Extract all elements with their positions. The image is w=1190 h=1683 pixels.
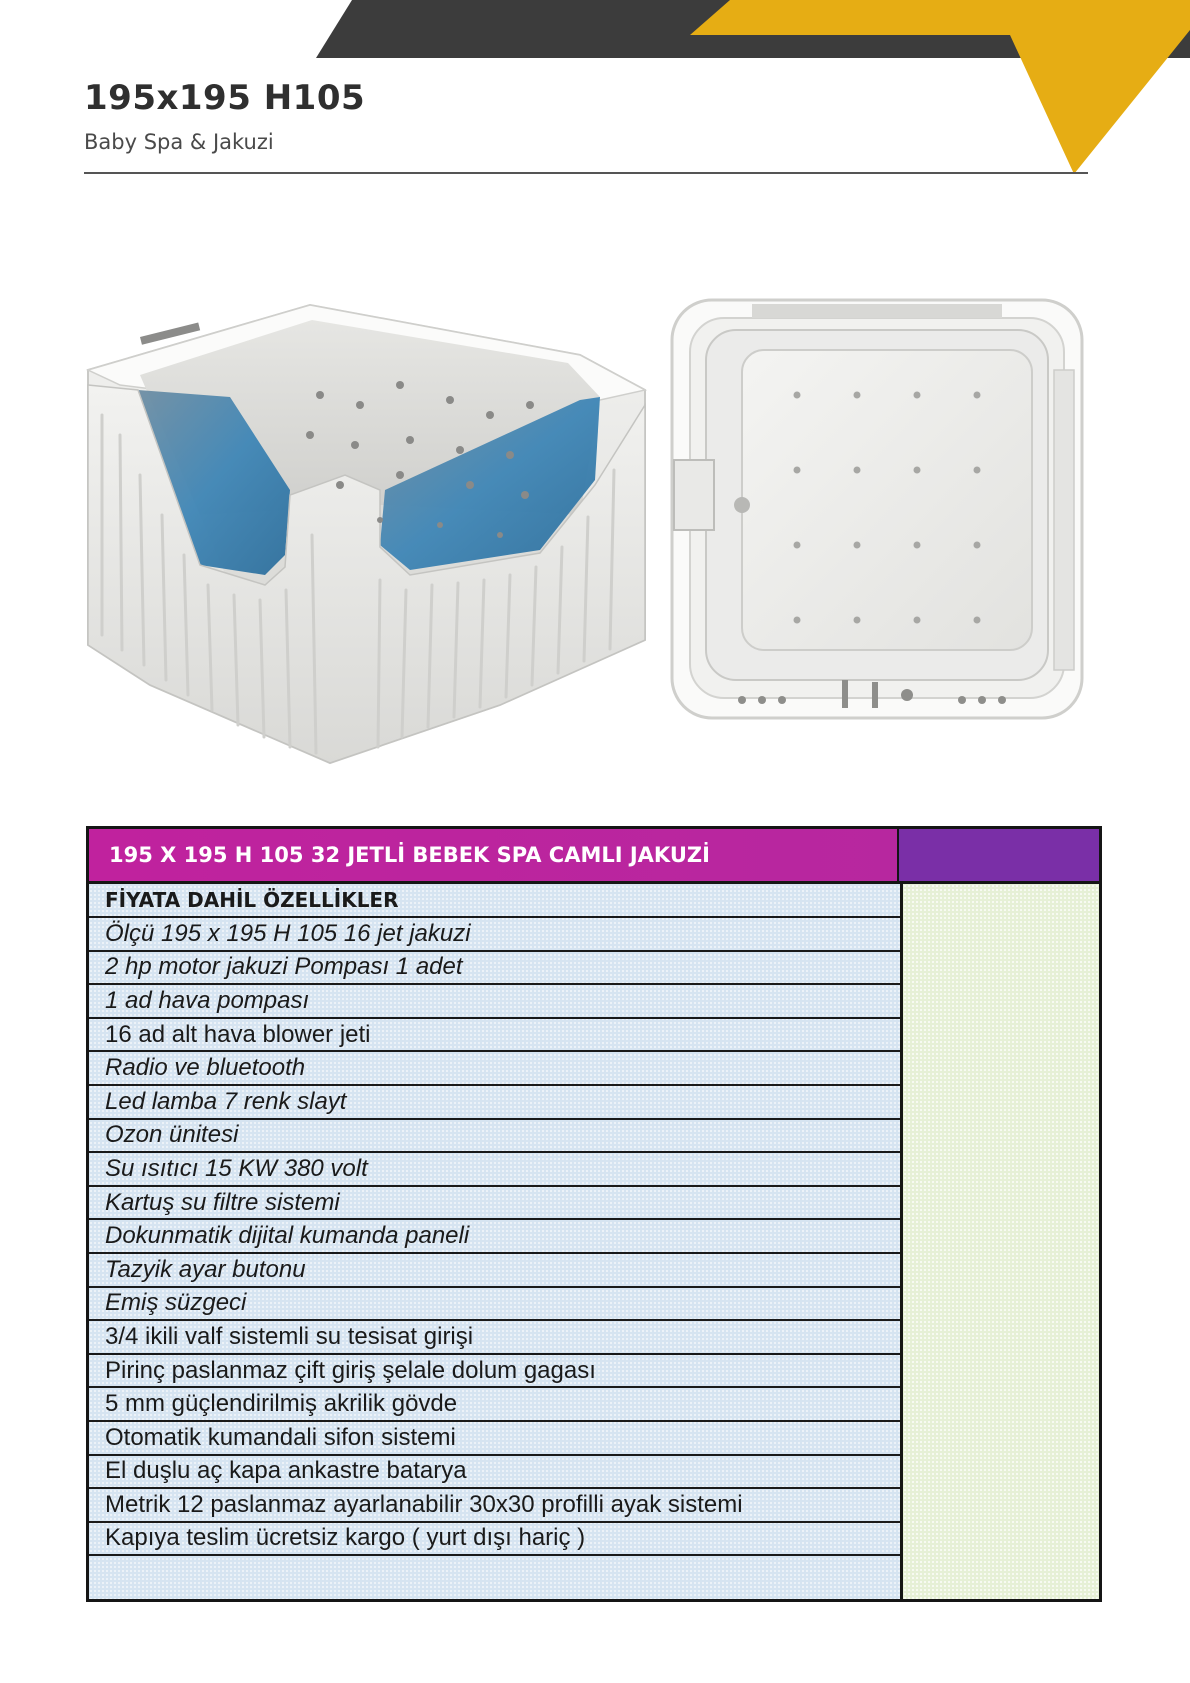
spec-row: Emiş süzgeci [89, 1288, 900, 1322]
spec-row: 2 hp motor jakuzi Pompası 1 adet [89, 952, 900, 986]
spec-row: El duşlu aç kapa ankastre batarya [89, 1456, 900, 1490]
spec-table-heading [89, 829, 1099, 884]
product-image-front [80, 285, 660, 775]
spec-row: Dokunmatik dijital kumanda paneli [89, 1220, 900, 1254]
spec-table [86, 826, 1102, 1602]
spec-table-rows [89, 884, 900, 1590]
spec-row: Led lamba 7 renk slayt [89, 1086, 900, 1120]
spec-row: Otomatik kumandali sifon sistemi [89, 1422, 900, 1456]
spec-row: Ozon ünitesi [89, 1120, 900, 1154]
spec-row: Pirinç paslanmaz çift giriş şelale dolum gagası [89, 1355, 900, 1389]
spec-row [89, 1556, 900, 1590]
spec-row: 16 ad alt hava blower jeti [89, 1019, 900, 1053]
spec-row: Radio ve bluetooth [89, 1052, 900, 1086]
spec-row: Tazyik ayar butonu [89, 1254, 900, 1288]
header-divider [84, 172, 1088, 174]
page-subtitle: Baby Spa & Jakuzi [84, 130, 274, 154]
spec-row: Kartuş su filtre sistemi [89, 1187, 900, 1221]
spec-row: Ölçü 195 x 195 H 105 16 jet jakuzi [89, 918, 900, 952]
spec-row: Su ısıtıcı 15 KW 380 volt [89, 1153, 900, 1187]
spec-row: 1 ad hava pompası [89, 985, 900, 1019]
spec-row: 3/4 ikili valf sistemli su tesisat girişi [89, 1321, 900, 1355]
header-gold-band [690, 0, 1190, 174]
spec-row: Metrik 12 paslanmaz ayarlanabilir 30x30 profilli ayak sistemi [89, 1489, 900, 1523]
spec-section-label: FİYATA DAHİL ÖZELLİKLER [89, 884, 900, 918]
page-title: 195x195 H105 [84, 78, 366, 118]
spec-row: Kapıya teslim ücretsiz kargo ( yurt dışı hariç ) [89, 1523, 900, 1557]
product-image-top [662, 290, 1092, 728]
spec-table-title: 195 X 195 H 105 32 JETLİ BEBEK SPA CAMLI JAKUZİ [89, 829, 899, 881]
spec-table-heading-side [899, 829, 1099, 881]
spec-row: 5 mm güçlendirilmiş akrilik gövde [89, 1388, 900, 1422]
spec-table-price-column [900, 884, 1099, 1599]
